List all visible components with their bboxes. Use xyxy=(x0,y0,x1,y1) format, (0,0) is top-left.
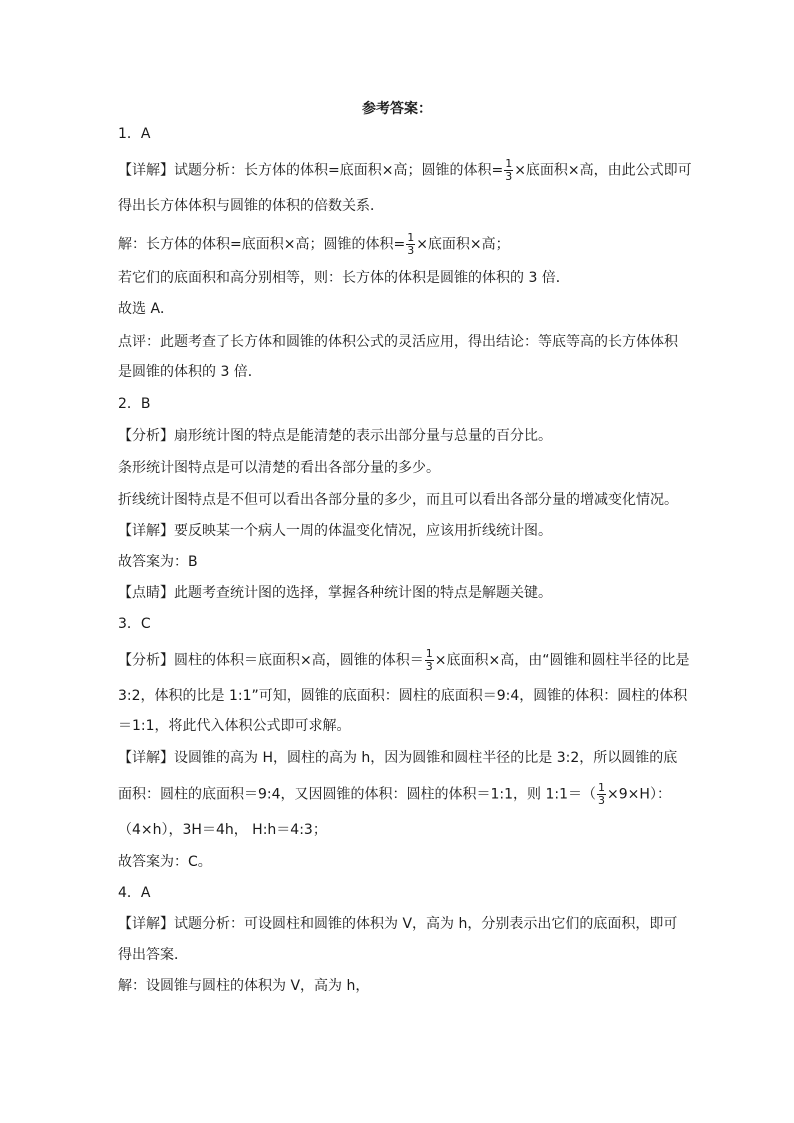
answer-2-analysis-line: 【分析】扇形统计图的特点是能清楚的表示出部分量与总量的百分比。 xyxy=(118,428,552,444)
answer-4-heading: 4．A xyxy=(118,885,151,901)
answer-1-condition-line: 若它们的底面积和高分别相等，则：长方体的体积是圆锥的体积的 3 倍． xyxy=(118,270,570,286)
fraction-one-third xyxy=(597,782,606,807)
answer-3-analysis-line-3: ＝1:1，将此代入体积公式即可求解。 xyxy=(118,718,351,734)
answer-2-answer-line: 故答案为：B xyxy=(118,554,198,570)
fraction-numerator: 1 xyxy=(505,157,513,170)
text-segment: 【分析】圆柱的体积＝底面积×高，圆锥的体积＝ xyxy=(118,652,424,669)
answer-1-choice-line: 故选 A． xyxy=(118,301,175,317)
page-title: 参考答案： xyxy=(362,101,432,117)
answer-2-comment-line: 【点睛】此题考查统计图的选择，掌握各种统计图的特点是解题关键。 xyxy=(118,585,552,601)
answer-1-solution-line xyxy=(118,232,678,257)
answer-3-analysis-line xyxy=(118,647,690,673)
fraction-one-third xyxy=(425,648,434,673)
answer-3-detail-line-3: （4×h），3H＝4h， H:h＝4:3； xyxy=(118,822,327,838)
text-segment: 【详解】试题分析：长方体的体积=底面积×高；圆锥的体积= xyxy=(118,162,504,179)
answer-2-analysis-line-2: 条形统计图特点是可以清楚的看出各部分量的多少。 xyxy=(118,460,440,476)
answer-3-analysis-line-2: 3:2，体积的比是 1:1”可知，圆锥的底面积：圆柱的底面积＝9:4，圆锥的体积：圆柱的体积 xyxy=(118,688,688,704)
fraction-numerator: 1 xyxy=(425,647,433,660)
answer-1-comment-line-2: 是圆锥的体积的 3 倍． xyxy=(118,364,262,380)
answer-2-analysis-line-3: 折线统计图特点是不但可以看出各部分量的多少，而且可以看出各部分量的增减变化情况。 xyxy=(118,492,678,508)
answer-3-answer-line: 故答案为：C。 xyxy=(118,854,212,870)
text-segment: ×9×H）： xyxy=(607,786,671,803)
fraction-denominator: 3 xyxy=(425,660,433,673)
fraction-numerator: 1 xyxy=(598,781,606,794)
answer-3-heading: 3．C xyxy=(118,616,151,632)
text-segment: 解：长方体的体积=底面积×高；圆锥的体积= xyxy=(118,236,406,253)
answer-1-heading: 1．A xyxy=(118,126,151,142)
fraction-numerator: 1 xyxy=(407,231,415,244)
fraction-denominator: 3 xyxy=(407,244,415,257)
answer-2-heading: 2．B xyxy=(118,396,151,412)
answer-3-detail-line-2 xyxy=(118,782,678,807)
text-segment: ×底面积×高，由“圆锥和圆柱半径的比是 xyxy=(434,652,690,669)
answer-2-detail-line: 【详解】要反映某一个病人一周的体温变化情况，应该用折线统计图。 xyxy=(118,523,552,539)
answer-1-detail-line-2: 得出长方体体积与圆锥的体积的倍数关系． xyxy=(118,198,384,214)
text-segment: ×底面积×高； xyxy=(416,236,510,253)
answer-1-comment-line: 点评：此题考查了长方体和圆锥的体积公式的灵活应用，得出结论：等底等高的长方体体积 xyxy=(118,334,678,350)
text-segment: ×底面积×高，由此公式即可 xyxy=(514,162,692,179)
fraction-denominator: 3 xyxy=(598,794,606,807)
fraction-denominator: 3 xyxy=(505,170,513,183)
answer-1-detail-line xyxy=(118,157,692,183)
answer-4-solution-line: 解：设圆锥与圆柱的体积为 V，高为 h， xyxy=(118,978,370,994)
answer-4-detail-line-2: 得出答案． xyxy=(118,947,188,963)
answer-4-detail-line: 【详解】试题分析：可设圆柱和圆锥的体积为 V，高为 h，分别表示出它们的底面积，即可 xyxy=(118,916,678,932)
fraction-one-third xyxy=(504,158,513,183)
text-segment: 面积：圆柱的底面积＝9:4，又因圆锥的体积：圆柱的体积＝1:1，则 1:1＝（ xyxy=(118,786,597,803)
answer-3-detail-line: 【详解】设圆锥的高为 H，圆柱的高为 h，因为圆锥和圆柱半径的比是 3:2，所以圆锥的底 xyxy=(118,750,678,766)
fraction-one-third xyxy=(406,232,415,257)
